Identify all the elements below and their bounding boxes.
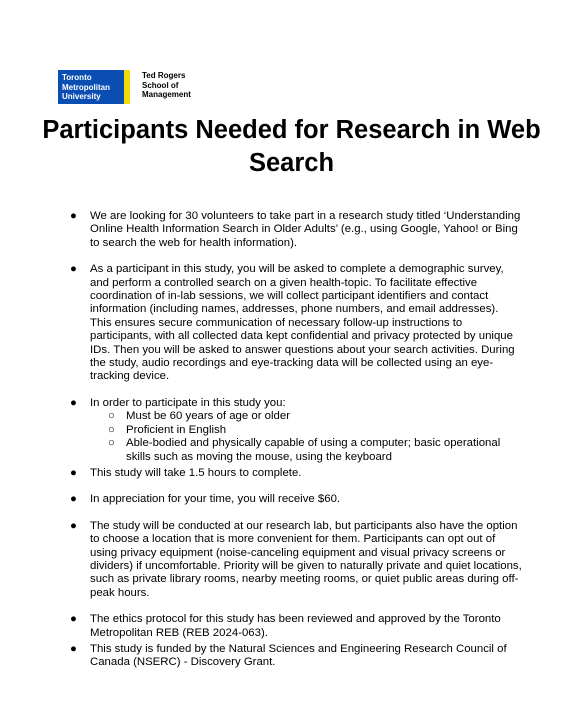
page-title: Participants Needed for Research in Web Search xyxy=(42,116,541,177)
school-name: Ted Rogers School of Management xyxy=(142,71,191,99)
sub-list-item xyxy=(90,410,522,423)
sub-bullet-icon: ○ xyxy=(108,437,115,450)
sub-list-item xyxy=(90,437,522,464)
bullet-icon: ● xyxy=(70,519,77,532)
document-body xyxy=(0,210,583,670)
list-item xyxy=(0,263,522,384)
list-item-text: This study will take 1.5 hours to complete. xyxy=(90,466,302,479)
list-item-text: We are looking for 30 volunteers to take part in a research study titled ‘Understanding Online Health Information Search in Older Adults’ (e.g., using Google, Yahoo! or Bing to search the web for health information). xyxy=(90,210,521,249)
bullet-icon: ● xyxy=(70,210,77,222)
list-item-text: In order to participate in this study you: xyxy=(90,396,286,409)
list-item-text: The study will be conducted at our research lab, but participants also have the option to choose a location that is more convenient for them. Participants can opt out of using privacy equipment (noise-canceling equipment and visual privacy screens or dividers) if uncomfortable. Priority will be given to naturally private and quiet locations, such as private library rooms, nearby meeting rooms, or quiet public areas during off-peak hours. xyxy=(90,519,522,599)
sub-bullet-icon: ○ xyxy=(108,410,115,423)
bullet-icon: ● xyxy=(70,263,77,276)
sub-list-item-text: Proficient in English xyxy=(126,423,227,436)
list-item xyxy=(0,467,522,480)
list-item xyxy=(0,613,522,640)
list-item xyxy=(0,643,522,670)
bullet-list xyxy=(0,210,583,670)
header-logos xyxy=(58,70,228,104)
list-item xyxy=(0,493,522,506)
list-item-text: This study is funded by the Natural Sciences and Engineering Research Council of Canada (NSERC) - Discovery Grant. xyxy=(90,642,507,669)
tmu-logo-text: Toronto Metropolitan University xyxy=(62,73,110,101)
sub-list-item xyxy=(90,424,522,437)
sub-bullet-icon: ○ xyxy=(108,423,115,436)
sub-list-item-text: Must be 60 years of age or older xyxy=(126,410,290,423)
list-item xyxy=(0,210,522,250)
list-item xyxy=(0,520,522,600)
bullet-icon: ● xyxy=(70,466,77,479)
tmu-logo xyxy=(58,70,124,104)
list-item-text: The ethics protocol for this study has been reviewed and approved by the Toronto Metropolitan REB (REB 2024-063). xyxy=(90,613,501,639)
sub-list xyxy=(90,410,522,464)
bullet-icon: ● xyxy=(70,642,77,655)
list-item xyxy=(0,397,522,464)
bullet-icon: ● xyxy=(70,613,77,626)
bullet-icon: ● xyxy=(70,493,77,506)
sub-list-item-text: Able-bodied and physically capable of using a computer; basic operational skills such as moving the mouse, using the keyboard xyxy=(126,437,501,463)
list-item-text: In appreciation for your time, you will receive $60. xyxy=(90,493,341,506)
tmu-logo-accent xyxy=(124,70,130,104)
bullet-icon: ● xyxy=(70,396,77,409)
list-item-text: As a participant in this study, you will be asked to complete a demographic survey, and perform a controlled search on a given health-topic. To facilitate effective coordination of in-lab sessions, we will collect participant identifiers and contact information (including names, addresses, phone numbers, and email addresses). This ensures secure communication of necessary follow-up instructions to participants, with all collected data kept confidential and privacy protected by unique IDs. Then you will be asked to answer questions about your search activities. During the study, audio recordings and eye-tracking data will be collected using an eye-tracking device. xyxy=(90,263,515,383)
